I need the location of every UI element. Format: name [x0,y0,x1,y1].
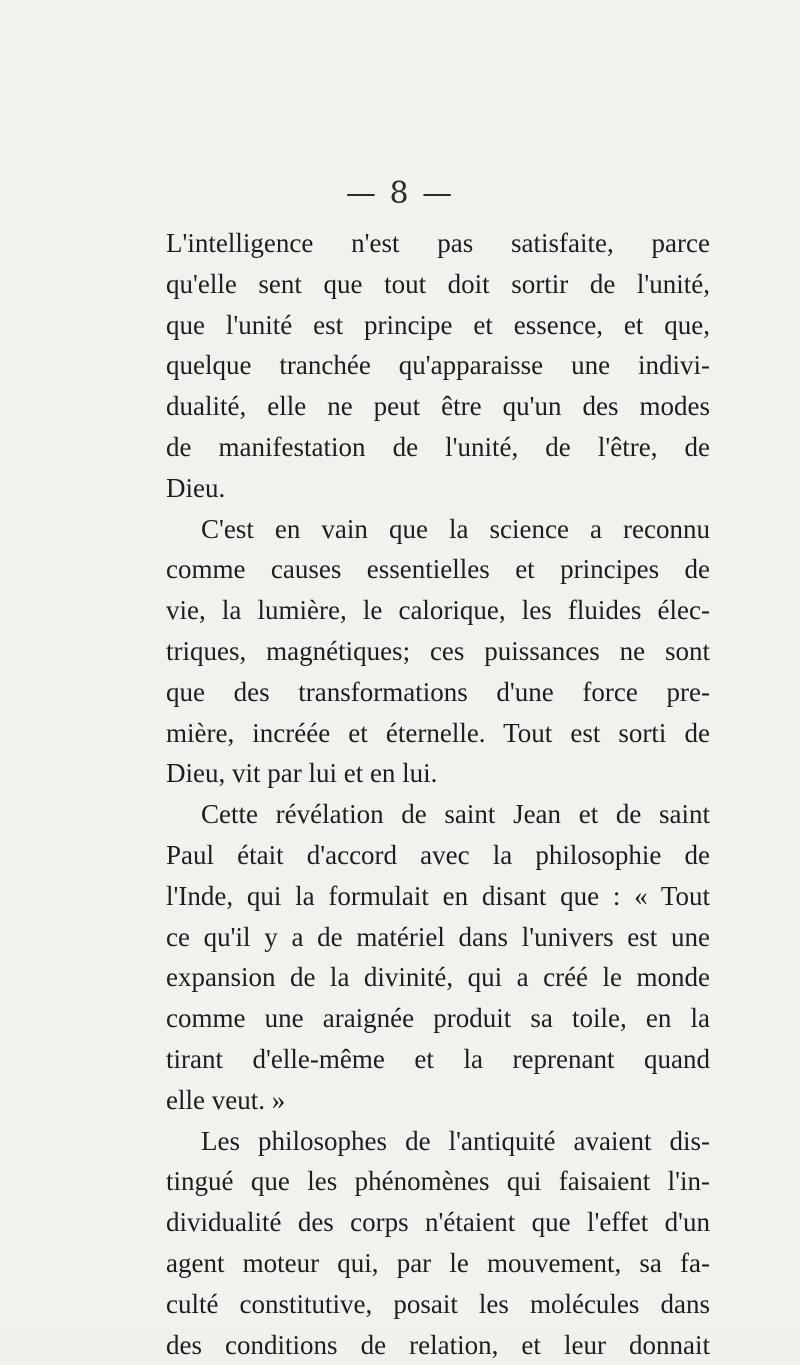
text-line: C'est en vain que la science a reconnu [201,513,710,544]
text-line: expansion de la divinité, qui a créé le monde [166,962,710,993]
text-line: des conditions de relation, et leur donnait [166,1329,710,1360]
text-line: agent moteur qui, par le mouvement, sa fa- [166,1247,710,1278]
text-line: culté constitutive, posait les molécules dans [166,1288,710,1319]
text-line: comme causes essentielles et principes de [166,554,710,585]
text-line: comme une araignée produit sa toile, en la [166,1003,710,1034]
body-text [166,223,710,1365]
text-line: l'Inde, qui la formulait en disant que : « Tout [166,880,710,911]
text-line: mière, incréée et éternelle. Tout est sorti de [166,717,710,748]
text-line: Cette révélation de saint Jean et de saint [201,799,710,830]
text-line: vie, la lumière, le calorique, les fluides élec- [166,595,710,626]
text-line: elle veut. » [166,1084,286,1115]
text-line: Paul était d'accord avec la philosophie de [166,839,710,870]
text-line: quelque tranchée qu'apparaisse une indivi- [166,350,710,381]
text-line: Dieu, vit par lui et en lui. [166,758,438,789]
text-line: qu'elle sent que tout doit sortir de l'unité, [166,268,710,299]
text-line: Les philosophes de l'antiquité avaient dis- [201,1125,710,1156]
page-number: — 8 — [345,176,455,211]
text-line: triques, magnétiques; ces puissances ne sont [166,635,710,666]
text-line: Dieu. [166,472,226,503]
text-line: L'intelligence n'est pas satisfaite, parce [166,228,710,258]
text-line: tingué que les phénomènes qui faisaient l'in- [166,1166,710,1197]
text-line: dualité, elle ne peut être qu'un des modes [166,391,710,422]
text-line: tirant d'elle-même et la reprenant quand [166,1043,710,1074]
text-line: ce qu'il y a de matériel dans l'univers est une [166,921,710,952]
text-line: que l'unité est principe et essence, et que, [166,309,710,340]
text-line: dividualité des corps n'étaient que l'effet d'un [166,1207,710,1238]
text-line: de manifestation de l'unité, de l'être, de [166,431,710,462]
text-line: que des transformations d'une force pre- [166,676,710,707]
